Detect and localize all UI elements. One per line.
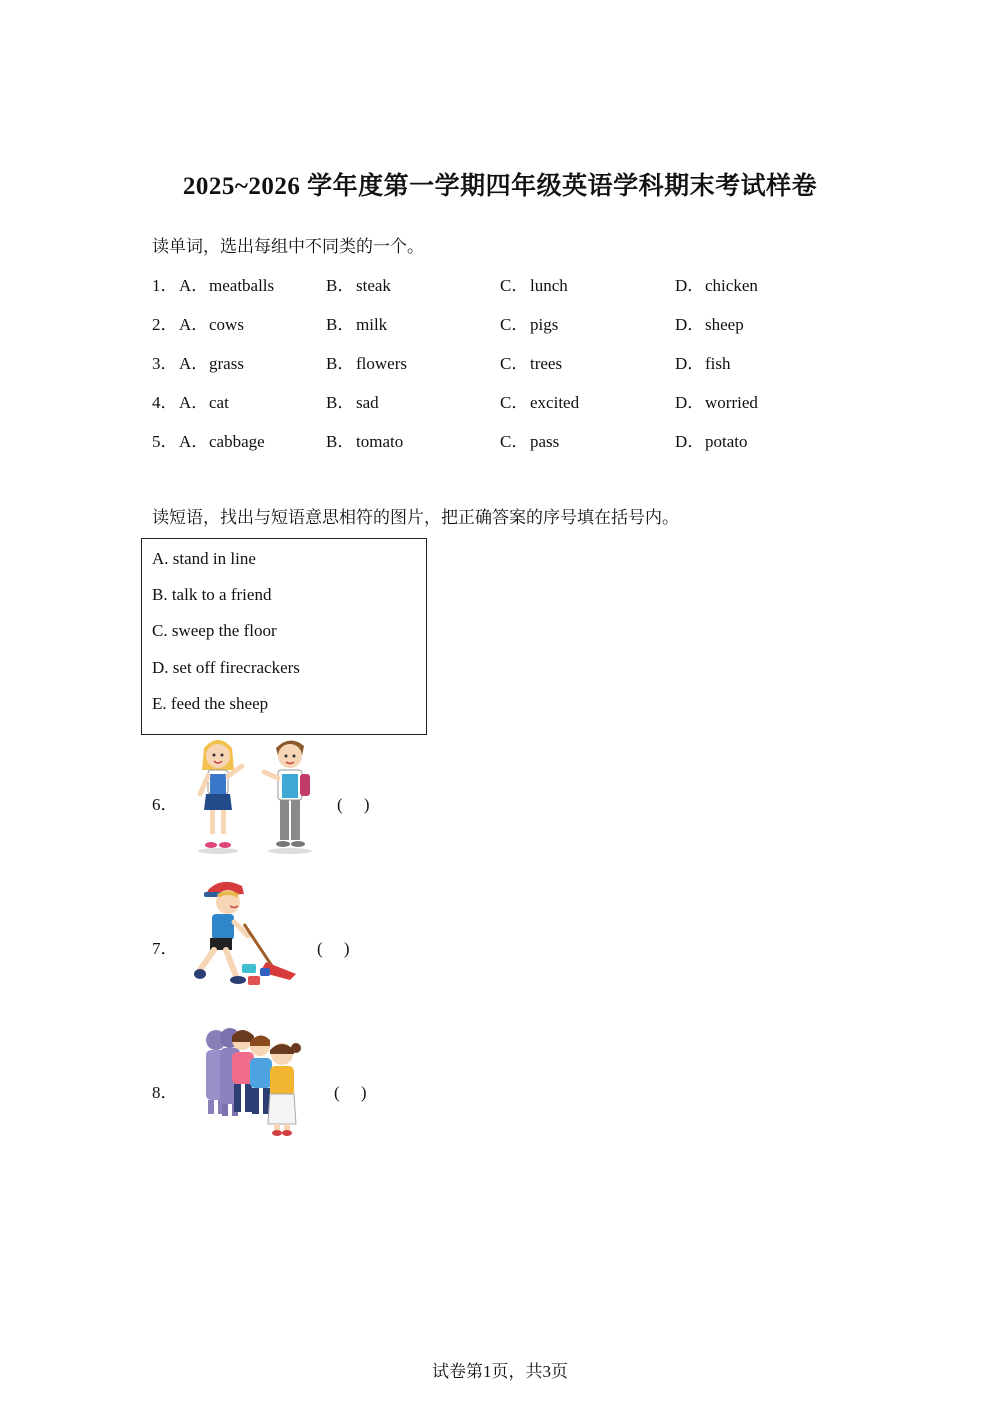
option-a: A．cat [179, 393, 229, 412]
question-number: 6． [152, 795, 178, 814]
section2-instruction: 读短语，找出与短语意思相符的图片，把正确答案的序号填在括号内。 [152, 508, 679, 528]
question-row [152, 271, 852, 295]
question-row [152, 349, 852, 373]
option-b: B．sad [326, 393, 379, 412]
option-a: A．meatballs [179, 276, 275, 295]
page-footer: 试卷第1页，共3页 [432, 1362, 568, 1381]
phrase-box [141, 538, 427, 735]
option-b: B．steak [326, 276, 391, 295]
option-b: B．milk [326, 315, 388, 334]
option-d: D．fish [675, 354, 731, 373]
option-d: D．chicken [675, 276, 758, 295]
question-row [152, 427, 852, 451]
option-d: D．worried [675, 393, 758, 412]
phrase-item: B. talk to a friend [152, 585, 272, 604]
option-c: C．pass [500, 432, 560, 451]
answer-blank[interactable]: ( ) [334, 1083, 367, 1102]
question-number: 4． [152, 393, 178, 412]
option-c: C．pigs [500, 315, 559, 334]
answer-blank[interactable]: ( ) [337, 795, 370, 814]
question-number: 5． [152, 432, 178, 451]
option-a: A．cows [179, 315, 244, 334]
answer-blank[interactable]: ( ) [317, 939, 350, 958]
option-a: A．grass [179, 354, 244, 373]
option-d: D．potato [675, 432, 748, 451]
option-c: C．excited [500, 393, 580, 412]
phrase-item: E. feed the sheep [152, 694, 269, 713]
two-kids-talking-picture [190, 734, 325, 856]
section1-instruction: 读单词，选出每组中不同类的一个。 [152, 237, 424, 257]
option-b: B．tomato [326, 432, 404, 451]
option-d: D．sheep [675, 315, 744, 334]
question-number: 3． [152, 354, 178, 373]
phrase-item: D. set off firecrackers [152, 658, 300, 677]
option-c: C．lunch [500, 276, 568, 295]
phrase-item: A. stand in line [152, 549, 256, 568]
boy-sweeping-picture [190, 878, 300, 990]
question-number: 8． [152, 1083, 178, 1102]
question-row [152, 310, 852, 334]
children-in-line-picture [198, 1024, 308, 1136]
option-c: C．trees [500, 354, 563, 373]
question-row [152, 388, 852, 412]
option-b: B．flowers [326, 354, 407, 373]
phrase-item: C. sweep the floor [152, 621, 277, 640]
question-number: 1． [152, 276, 178, 295]
question-number: 2． [152, 315, 178, 334]
page-title: 2025~2026 学年度第一学期四年级英语学科期末考试样卷 [182, 173, 818, 200]
option-a: A．cabbage [179, 432, 265, 451]
question-number: 7． [152, 939, 178, 958]
